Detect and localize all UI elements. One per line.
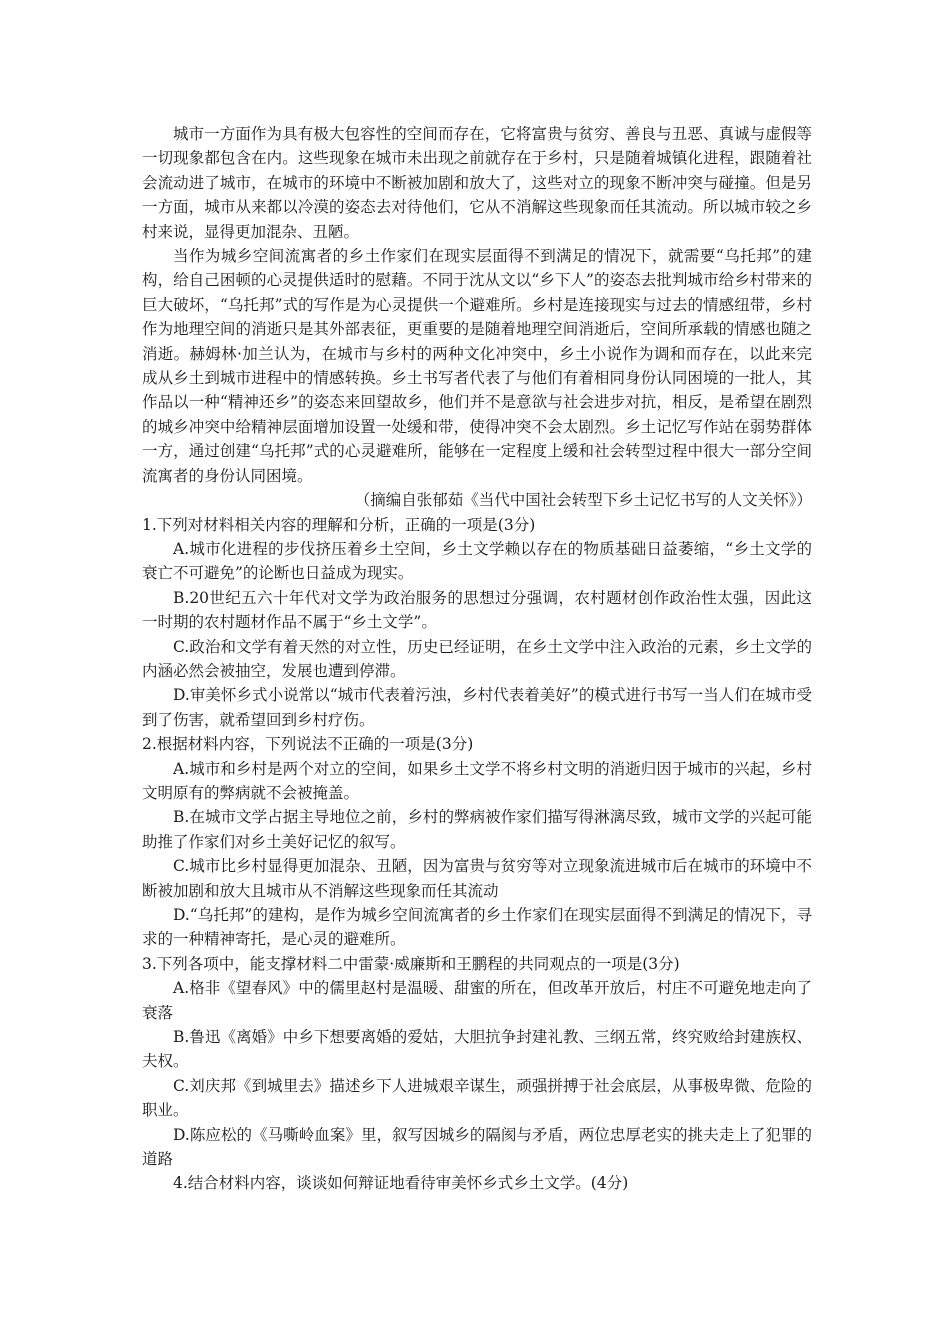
question-1-option-a: A.城市化进程的步伐挤压着乡土空间，乡土文学赖以存在的物质基础日益萎缩，“乡土文学的衰亡不可避免”的论断也日益成为现实。: [142, 539, 812, 583]
question-2-option-d: D.“乌托邦”的建构，是作为城乡空间流寓者的乡土作家们在现实层面得不到满足的情况下，寻求的一种精神寄托，是心灵的避难所。: [142, 906, 812, 949]
question-1-option-b: B.20世纪五六十年代对文学为政治服务的思想过分强调，农村题材创作政治性太强，因此这一时期的农村题材作品不属于“乡土文学”。: [142, 588, 812, 632]
passage-source: （摘编自张郁茹《当代中国社会转型下乡土记忆书写的人文关怀》）: [354, 491, 812, 510]
passage-paragraph-2: 当作为城乡空间流寓者的乡土作家们在现实层面得不到满足的情况下，就需要“乌托邦”的建构，给自己困顿的心灵提供适时的慰藉。不同于沈从文以“乡下人”的姿态去批判城市给乡村带来的巨大破坏，“乌托邦”式的写作是为心灵提供一个避难所。乡村是连接现实与过去的情感纽带，乡村作为地理空间的消逝只是其外部表征，更重要的是随着地理空间消逝后，空间所承载的情感也随之消逝。赫姆林·加兰认为，在城市与乡村的两种文化冲突中，乡土小说作为调和而存在，以此来完成从乡土到城市进程中的情感转换。乡土书写者代表了与他们有着相同身份认同困境的一批人，其作品以一种“精神还乡”的姿态来回望故乡，他们并不是意欲与社会进步对抗，相反，是希望在剧烈的城乡冲突中给精神层面增加设置一处缓和带，使得冲突不会太剧烈。乡土记忆写作站在弱势群体一方，通过创建“乌托邦”式的心灵避难所，能够在一定程度上缓和社会转型过程中很大一部分空间流寓者的身份认同困境。: [142, 247, 812, 485]
question-4-stem: 4.结合材料内容，谈谈如何辩证地看待审美怀乡式乡土文学。(4分): [173, 1174, 629, 1193]
question-1-stem: 1.下列对材料相关内容的理解和分析，正确的一项是(3分): [142, 515, 536, 534]
question-2-stem: 2.根据材料内容，下列说法不正确的一项是(3分): [142, 735, 474, 754]
question-3-option-b: B.鲁迅《离婚》中乡下想要离婚的爱姑，大胆抗争封建礼教、三纲五常，终究败给封建族权、夫权。: [142, 1028, 812, 1071]
question-1-option-d: D.审美怀乡式小说常以“城市代表着污浊，乡村代表着美好”的模式进行书写一当人们在城市受到了伤害，就希望回到乡村疗伤。: [142, 686, 812, 729]
question-3-option-a: A.格非《望春风》中的儒里赵村是温暖、甜蜜的所在，但改革开放后，村庄不可避免地走向了衰落: [142, 979, 812, 1022]
question-3-option-d: D.陈应松的《马嘶岭血案》里，叙写因城乡的隔阂与矛盾，两位忠厚老实的挑夫走上了犯罪的道路: [142, 1125, 812, 1169]
exam-page: [142, 122, 812, 1196]
question-2-option-b: B.在城市文学占据主导地位之前，乡村的弊病被作家们描写得淋漓尽致，城市文学的兴起可能助推了作家们对乡土美好记忆的叙写。: [142, 808, 812, 851]
passage-paragraph-1: 城市一方面作为具有极大包容性的空间而存在，它将富贵与贫穷、善良与丑恶、真诚与虚假等一切现象都包含在内。这些现象在城市未出现之前就存在于乡村，只是随着城镇化进程，跟随着社会流动进了城市，在城市的环境中不断被加剧和放大了，这些对立的现象不断冲突与碰撞。但是另一方面，城市从来都以冷漠的姿态去对待他们，它从不消解这些现象而任其流动。所以城市较之乡村来说，显得更加混杂、丑陋。: [142, 125, 812, 241]
question-1-option-c: C.政治和文学有着天然的对立性，历史已经证明，在乡土文学中注入政治的元素，乡土文学的内涵必然会被抽空，发展也遭到停滞。: [142, 637, 812, 680]
question-2-option-a: A.城市和乡村是两个对立的空间，如果乡土文学不将乡村文明的消逝归因于城市的兴起，乡村文明原有的弊病就不会被掩盖。: [142, 759, 812, 802]
question-3-stem: 3.下列各项中，能支撑材料二中雷蒙·威廉斯和王鹏程的共同观点的一项是(3分): [142, 954, 680, 973]
question-2-option-c: C.城市比乡村显得更加混杂、丑陋，因为富贵与贫穷等对立现象流进城市后在城市的环境中不断被加剧和放大且城市从不消解这些现象而任其流动: [142, 857, 812, 900]
question-3-option-c: C.刘庆邦《到城里去》描述乡下人进城艰辛谋生，顽强拼搏于社会底层，从事极卑微、危险的职业。: [142, 1076, 812, 1120]
